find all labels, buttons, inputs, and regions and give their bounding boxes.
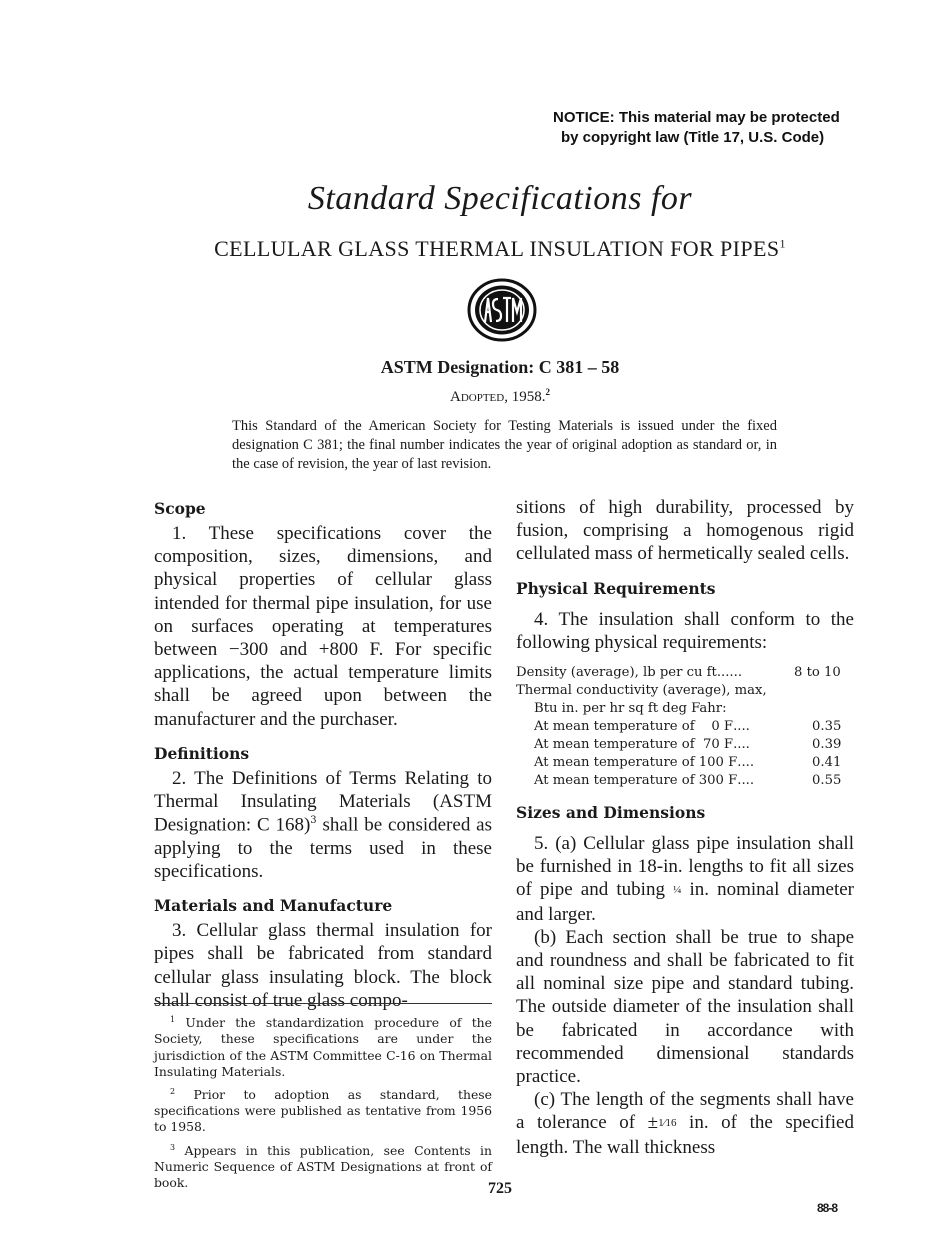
requirement-value: 0.55 bbox=[812, 773, 842, 789]
sizes-paragraph-b: (b) Each section shall be true to shape and roundness and shall be fabricated to fit all nominal size pipe and standard tubing. The outside diameter of the insulation shall be fabricated in accordance with recommended dimensional standards practice. bbox=[516, 926, 854, 1088]
definitions-footnote-ref: 3 bbox=[310, 815, 317, 827]
copyright-notice bbox=[553, 108, 843, 148]
requirement-value: 0.41 bbox=[812, 755, 842, 771]
footnote-1 bbox=[154, 1012, 492, 1080]
adopted-year: , 1958. bbox=[504, 389, 546, 405]
sizes-a-fraction: ¼ bbox=[673, 884, 682, 897]
definitions-text-a: 2. The Definitions of Terms Relating to Thermal Insulating Materials (ASTM Designation: C 168) bbox=[154, 767, 492, 836]
adopted-label: Adopted bbox=[450, 389, 505, 405]
sizes-paragraph-c bbox=[516, 1088, 854, 1159]
footnote-2-text: Prior to adoption as standard, these specifications were published as tentative from 1956 to 1958. bbox=[154, 1087, 492, 1135]
definitions-paragraph bbox=[154, 767, 492, 883]
standard-note: This Standard of the American Society for Testing Materials is issued under the fixed designation C 381; the final number indicates the year of original adoption as standard or, in the case of revision, the year of last revision. bbox=[232, 418, 777, 472]
corner-mark: 88-8 bbox=[817, 1201, 838, 1215]
requirement-leader-dots: .... bbox=[737, 755, 755, 771]
requirement-leader-dots bbox=[727, 700, 812, 718]
requirement-row bbox=[516, 754, 854, 772]
requirement-value: 8 to 10 bbox=[794, 665, 841, 681]
requirement-row bbox=[516, 682, 854, 700]
notice-line-1: NOTICE: This material may be protected bbox=[553, 109, 840, 126]
sizes-heading: Sizes and Dimensions bbox=[516, 803, 706, 823]
requirement-row bbox=[516, 736, 854, 754]
scope-heading: Scope bbox=[154, 499, 206, 518]
requirement-row bbox=[516, 664, 854, 682]
materials-paragraph: 3. Cellular glass thermal insulation for pipes shall be fabricated from standard cellular glass insulating block. The block shall consist of true glass compo- bbox=[154, 920, 492, 1011]
left-column bbox=[154, 496, 492, 1012]
requirement-row bbox=[516, 718, 854, 736]
requirement-leader-dots: ...... bbox=[716, 665, 743, 681]
footnotes bbox=[154, 1003, 492, 1195]
notice-line-2: by copyright law (Title 17, U.S. Code) bbox=[561, 129, 825, 146]
requirement-value bbox=[812, 700, 854, 718]
right-column bbox=[516, 496, 854, 1159]
footnote-1-num: 1 bbox=[170, 1015, 176, 1024]
footnote-1-text: Under the standardization procedure of the Society, these specifications are under the jurisdiction of the ASTM Committee C-16 on Thermal Insulating Materials. bbox=[154, 1015, 492, 1079]
document-subtitle bbox=[0, 236, 950, 262]
materials-paragraph-continued: sitions of high durability, processed by fusion, comprising a homogenous rigid cellulated mass of hermetically sealed cells. bbox=[516, 497, 854, 565]
requirement-value: 0.39 bbox=[812, 737, 842, 753]
astm-designation: ASTM Designation: C 381 – 58 bbox=[380, 357, 620, 377]
adopted-line bbox=[0, 387, 950, 406]
physical-requirements-paragraph: 4. The insulation shall conform to the following physical requirements: bbox=[516, 608, 854, 653]
requirement-label: Thermal conductivity (average), max, bbox=[516, 683, 767, 699]
requirement-label: Density (average), lb per cu ft bbox=[516, 665, 717, 681]
requirement-leader-dots bbox=[767, 682, 812, 700]
requirement-label: At mean temperature of 0 F bbox=[534, 719, 734, 735]
adopted-footnote-ref: 2 bbox=[545, 387, 550, 397]
sizes-a-text-1: 5. (a) Cellular glass pipe insulation shall be furnished in 18-in. lengths to fit all sizes of pipe and tubing bbox=[516, 833, 854, 901]
requirement-value: 0.35 bbox=[812, 719, 842, 735]
footnote-2 bbox=[154, 1084, 492, 1136]
requirement-value bbox=[812, 682, 854, 700]
footnote-3-text: Appears in this publication, see Contents in Numeric Sequence of ASTM Designations at front of book. bbox=[154, 1142, 492, 1191]
requirement-label: Btu in. per hr sq ft deg Fahr: bbox=[534, 701, 727, 717]
page-number: 725 bbox=[488, 1180, 512, 1197]
astm-logo-icon bbox=[466, 278, 538, 342]
sizes-c-text-2: in. of the specified length. The wall thickness bbox=[516, 1112, 854, 1158]
sizes-c-fraction: 1⁄16 bbox=[658, 1117, 677, 1130]
requirement-label: At mean temperature of 70 F bbox=[534, 737, 734, 753]
requirement-label: At mean temperature of 300 F bbox=[534, 773, 738, 789]
requirement-row bbox=[516, 700, 854, 718]
materials-heading: Materials and Manufacture bbox=[154, 896, 393, 916]
document-title: Standard Specifications for bbox=[307, 180, 693, 217]
requirement-label: At mean temperature of 100 F bbox=[534, 755, 738, 771]
sizes-paragraph-a bbox=[516, 832, 854, 926]
requirement-leader-dots: .... bbox=[733, 737, 750, 753]
requirement-row bbox=[516, 772, 854, 790]
footnote-3-num: 3 bbox=[170, 1142, 176, 1152]
subtitle-text: CELLULAR GLASS THERMAL INSULATION FOR PIPES bbox=[214, 236, 780, 261]
requirement-leader-dots: .... bbox=[733, 719, 750, 735]
requirements-table bbox=[516, 664, 854, 790]
requirement-leader-dots: .... bbox=[737, 773, 755, 789]
sizes-c-text-1: (c) The length of the segments shall have a tolerance of ± bbox=[516, 1089, 854, 1134]
definitions-heading: Definitions bbox=[154, 743, 250, 763]
scope-paragraph: 1. These specifications cover the composition, sizes, dimensions, and physical properties of cellular glass intended for thermal pipe insulation, for use on surfaces operating at temperatures between −300 and +800 F. For specific applications, the actual temperature limits shall be agreed upon between the manufacturer and the purchaser. bbox=[154, 523, 492, 730]
physical-requirements-heading: Physical Requirements bbox=[516, 578, 716, 598]
footnote-2-num: 2 bbox=[170, 1086, 176, 1096]
definitions-text-b: shall be considered as applying to the terms used in these specifications. bbox=[154, 814, 492, 882]
subtitle-footnote-ref: 1 bbox=[779, 236, 786, 251]
sizes-a-text-2: in. nominal diameter and larger. bbox=[516, 879, 854, 925]
